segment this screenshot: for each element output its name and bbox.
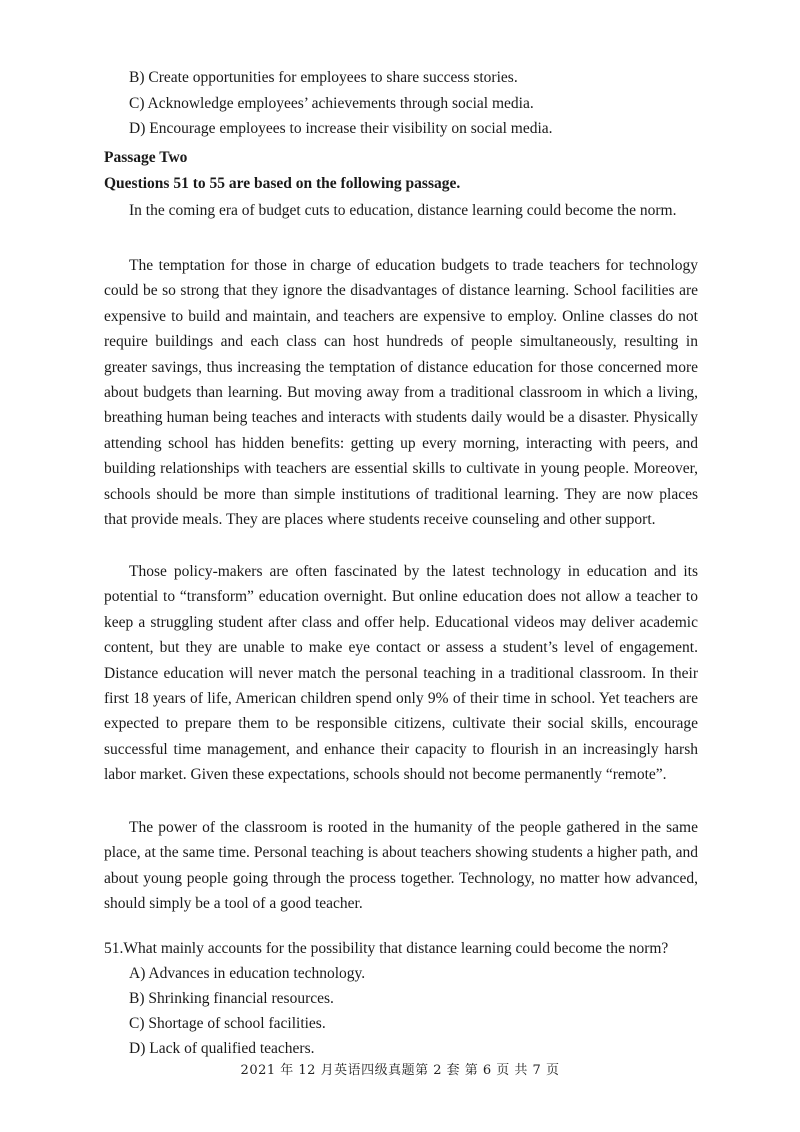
page-footer: 2021 年 12 月英语四级真题第 2 套 第 6 页 共 7 页	[240, 1063, 560, 1078]
passage-title: Passage Two	[104, 149, 188, 166]
question-51-option-b: B) Shrinking financial resources.	[129, 990, 334, 1007]
passage-paragraph-3: Those policy-makers are often fascinated by the latest technology in education and its potential to “transform” education overnight. But online education does not allow a teacher to keep a struggling student after class and offer help. Educational videos may deliver academic content, but they are unable to make eye contact or assess a student’s level of engagement. Distance education will never match the personal teaching in a traditional classroom. In their first 18 years of life, American children spend only 9% of their time in school. Yet teachers are expected to prepare them to be responsible citizens, cultivate their social skills, encourage successful time management, and enhance their capacity to flourish in an increasingly harsh labor market. Given these expectations, schools should not become permanently “remote”.	[104, 563, 698, 784]
question-51-option-c: C) Shortage of school facilities.	[129, 1015, 326, 1032]
passage-paragraph-2: The temptation for those in charge of education budgets to trade teachers for technology could be so strong that they ignore the disadvantages of distance learning. School facilities are expensive to build and maintain, and teachers are expensive to employ. Online classes do not require buildings and each class can host hundreds of people simultaneously, resulting in greater savings, thus increasing the temptation of distance education for those concerned more about budgets than learning. But moving away from a traditional classroom in which a living, breathing human being teaches and interacts with students daily would be a disaster. Physically attending school has hidden benefits: getting up every morning, interacting with peers, and building relationships with teachers are essential skills to cultivate in young people. Moreover, schools should be more than simple institutions of traditional learning. They are now places that provide meals. They are places where students receive counseling and other support.	[104, 257, 698, 529]
passage-paragraph-1: In the coming era of budget cuts to education, distance learning could become the norm.	[129, 202, 677, 219]
question-51-stem: 51.What mainly accounts for the possibility that distance learning could become the norm?	[104, 940, 669, 957]
previous-question-option-b: B) Create opportunities for employees to share success stories.	[129, 69, 518, 86]
question-51-option-d: D) Lack of qualified teachers.	[129, 1040, 315, 1057]
passage-paragraph-4: The power of the classroom is rooted in the humanity of the people gathered in the same place, at the same time. Personal teaching is about teachers showing students a higher path, and about young people going through the process together. Technology, no matter how advanced, should simply be a tool of a good teacher.	[104, 819, 698, 913]
passage-instruction: Questions 51 to 55 are based on the following passage.	[104, 175, 461, 192]
question-51-option-a: A) Advances in education technology.	[129, 965, 366, 982]
previous-question-option-c: C) Acknowledge employees’ achievements through social media.	[129, 95, 534, 112]
previous-question-option-d: D) Encourage employees to increase their visibility on social media.	[129, 120, 553, 137]
